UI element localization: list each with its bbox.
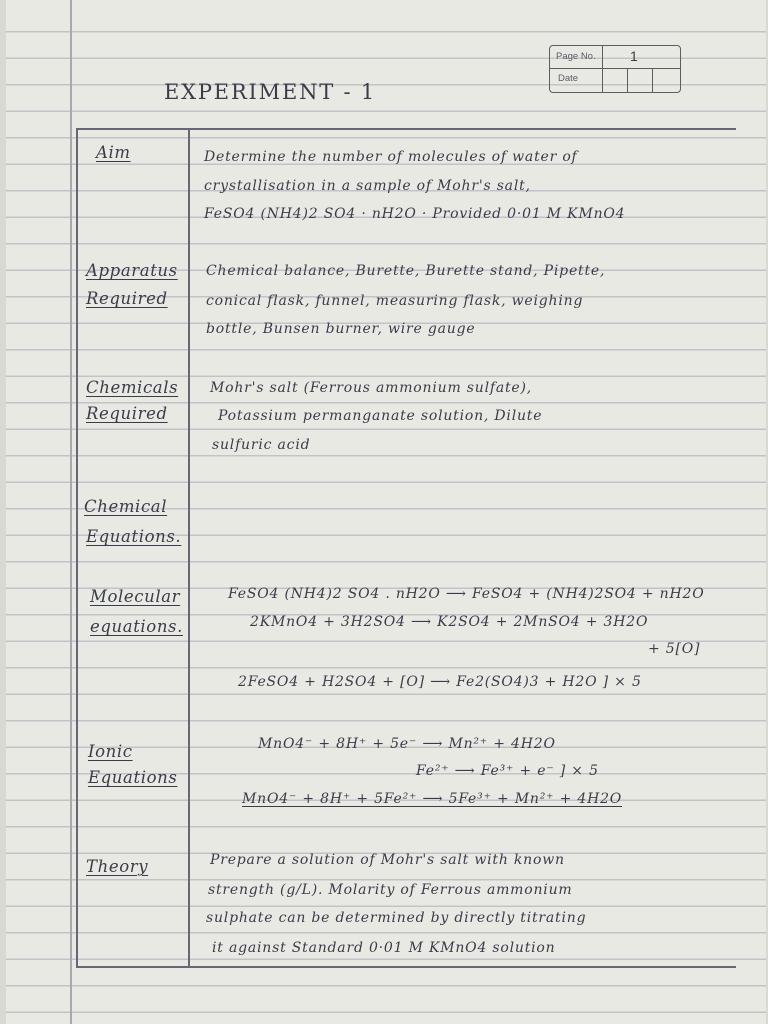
chemical-equations-heading-2: Equations.	[86, 527, 182, 546]
apparatus-line-1: Chemical balance, Burette, Burette stand, Pipette,	[206, 263, 606, 279]
ionic-eq-1: MnO4⁻ + 8H⁺ + 5e⁻ ⟶ Mn²⁺ + 4H2O	[258, 736, 556, 752]
page-title: EXPERIMENT - 1	[164, 80, 377, 104]
apparatus-line-2: conical flask, funnel, measuring flask, weighing	[206, 293, 584, 309]
ionic-heading-1: Ionic	[88, 742, 133, 761]
ionic-heading-2: Equations	[88, 768, 178, 787]
apparatus-heading-2: Required	[86, 289, 168, 308]
ionic-eq-3: MnO4⁻ + 8H⁺ + 5Fe²⁺ ⟶ 5Fe³⁺ + Mn²⁺ + 4H2O	[242, 791, 623, 807]
ionic-eq-2: Fe²⁺ ⟶ Fe³⁺ + e⁻ ] × 5	[416, 763, 599, 779]
aim-line-1: Determine the number of molecules of water of	[204, 149, 578, 165]
chemicals-heading-1: Chemicals	[86, 378, 179, 397]
apparatus-line-3: bottle, Bunsen burner, wire gauge	[206, 321, 476, 337]
molecular-heading-1: Molecular	[90, 587, 181, 606]
table-left-border	[76, 128, 78, 968]
molecular-heading-2: equations.	[90, 617, 183, 636]
table-bottom-line	[76, 966, 736, 968]
aim-line-2: crystallisation in a sample of Mohr's salt,	[204, 178, 531, 194]
chemicals-line-3: sulfuric acid	[212, 437, 311, 453]
molecular-eq-2-cont: + 5[O]	[648, 641, 701, 657]
date-label: Date	[558, 73, 579, 84]
column-divider	[188, 128, 190, 968]
chemicals-line-2: Potassium permanganate solution, Dilute	[218, 408, 543, 424]
chemical-equations-heading-1: Chemical	[84, 497, 168, 516]
molecular-eq-1: FeSO4 (NH4)2 SO4 . nH2O ⟶ FeSO4 + (NH4)2SO4 + nH2O	[228, 586, 705, 602]
theory-line-4: it against Standard 0·01 M KMnO4 solution	[212, 940, 556, 956]
page-no-label: Page No.	[556, 51, 596, 62]
aim-heading: Aim	[96, 143, 131, 162]
page-number: 1	[630, 48, 638, 64]
notebook-page	[6, 0, 766, 1024]
molecular-eq-2: 2KMnO4 + 3H2SO4 ⟶ K2SO4 + 2MnSO4 + 3H2O	[250, 614, 649, 630]
molecular-eq-3: 2FeSO4 + H2SO4 + [O] ⟶ Fe2(SO4)3 + H2O ] × 5	[238, 674, 642, 690]
chemicals-line-1: Mohr's salt (Ferrous ammonium sulfate),	[210, 380, 532, 396]
margin-line-left	[70, 0, 72, 1024]
theory-line-2: strength (g/L). Molarity of Ferrous ammonium	[208, 882, 573, 898]
apparatus-heading-1: Apparatus	[86, 261, 178, 280]
theory-line-3: sulphate can be determined by directly titrating	[206, 910, 587, 926]
chemicals-heading-2: Required	[86, 404, 168, 423]
aim-line-3: FeSO4 (NH4)2 SO4 · nH2O · Provided 0·01 M KMnO4	[204, 206, 626, 222]
table-top-line	[76, 128, 736, 130]
theory-heading: Theory	[86, 857, 149, 876]
theory-line-1: Prepare a solution of Mohr's salt with known	[210, 852, 565, 868]
